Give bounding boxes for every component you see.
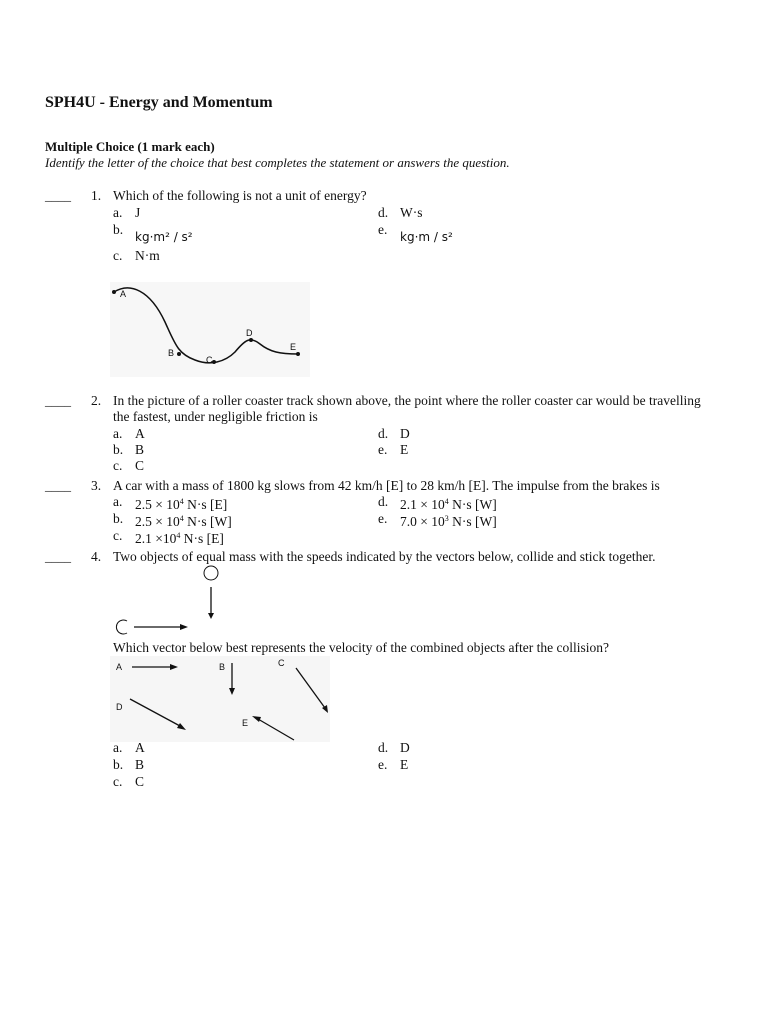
collision-diagram: [110, 563, 220, 638]
question-number: 3.: [91, 478, 102, 493]
vector-label-e: E: [242, 718, 249, 728]
choice-text: W·s: [400, 205, 423, 220]
choice-text: $2.1 \times 10^4$ N·s [E]: [135, 531, 224, 546]
choice-text: C: [135, 774, 145, 789]
vector-label-c: C: [278, 658, 285, 668]
answer-blank-3[interactable]: ____: [45, 478, 71, 493]
answer-blank-2[interactable]: ____: [45, 393, 71, 408]
choice-text: kg·m / s²: [400, 230, 453, 244]
choice-letter: d.: [378, 740, 389, 755]
choice-text: D: [400, 740, 410, 755]
page-title: SPH4U - Energy and Momentum: [45, 94, 273, 111]
roller-coaster-diagram: [110, 282, 310, 377]
choice-letter: b.: [113, 511, 124, 526]
vector-label-a: A: [116, 662, 123, 672]
choice-text: N·m: [135, 248, 160, 263]
question-text: In the picture of a roller coaster track shown above, the point where the roller coaster car would be travelling: [113, 393, 701, 408]
choice-text: $7.0 \times 10^3$ N·s [W]: [400, 514, 497, 529]
instructions: Identify the letter of the choice that best completes the statement or answers the question.: [45, 155, 510, 170]
choice-text: A: [135, 740, 145, 755]
choice-letter: e.: [378, 511, 388, 526]
choice-text: A: [135, 426, 145, 441]
choice-letter: d.: [378, 426, 389, 441]
choice-text: $2.1 \times 10^4$ N·s [W]: [400, 497, 497, 512]
choice-letter: e.: [378, 757, 388, 772]
answer-vectors-diagram: [110, 656, 330, 742]
coaster-label-a: A: [120, 289, 127, 299]
coaster-label-e: E: [290, 342, 297, 352]
choice-text: B: [135, 757, 145, 772]
choice-letter: d.: [378, 205, 389, 220]
choice-text: B: [135, 442, 145, 457]
choice-text: D: [400, 426, 410, 441]
choice-letter: c.: [113, 774, 123, 789]
choice-letter: b.: [113, 442, 124, 457]
choice-text: C: [135, 458, 145, 473]
vector-label-b: B: [219, 662, 226, 672]
choice-text: $2.5 \times 10^4$ N·s [W]: [135, 514, 232, 529]
section-heading: Multiple Choice (1 mark each): [45, 139, 215, 154]
choice-letter: d.: [378, 494, 389, 509]
choice-letter: a.: [113, 426, 123, 441]
question-subtext: Which vector below best represents the velocity of the combined objects after the collision?: [113, 640, 609, 655]
choice-letter: b.: [113, 222, 124, 237]
choice-letter: a.: [113, 740, 123, 755]
question-text: A car with a mass of 1800 kg slows from 42 km/h [E] to 28 km/h [E]. The impulse from the brakes is: [113, 478, 660, 493]
choice-letter: a.: [113, 494, 123, 509]
question-text: Two objects of equal mass with the speeds indicated by the vectors below, collide and stick together.: [113, 549, 656, 564]
choice-letter: e.: [378, 442, 388, 457]
coaster-label-d: D: [246, 328, 253, 338]
question-number: 4.: [91, 549, 102, 564]
answer-blank-1[interactable]: ____: [45, 188, 71, 203]
choice-text: E: [400, 442, 409, 457]
question-number: 1.: [91, 188, 102, 203]
question-text: the fastest, under negligible friction is: [113, 409, 318, 424]
coaster-label-c: C: [206, 355, 213, 365]
choice-letter: c.: [113, 528, 123, 543]
choice-text: J: [135, 205, 141, 220]
vector-label-d: D: [116, 702, 123, 712]
question-number: 2.: [91, 393, 102, 408]
choice-letter: c.: [113, 248, 123, 263]
choice-text: $2.5 \times 10^4$ N·s [E]: [135, 497, 228, 512]
choice-letter: b.: [113, 757, 124, 772]
choice-text: kg·m² / s²: [135, 230, 193, 244]
choice-letter: c.: [113, 458, 123, 473]
choice-text: E: [400, 757, 409, 772]
choice-letter: e.: [378, 222, 388, 237]
coaster-label-b: B: [168, 348, 175, 358]
question-text: Which of the following is not a unit of energy?: [113, 188, 367, 203]
answer-blank-4[interactable]: ____: [45, 549, 71, 564]
choice-letter: a.: [113, 205, 123, 220]
